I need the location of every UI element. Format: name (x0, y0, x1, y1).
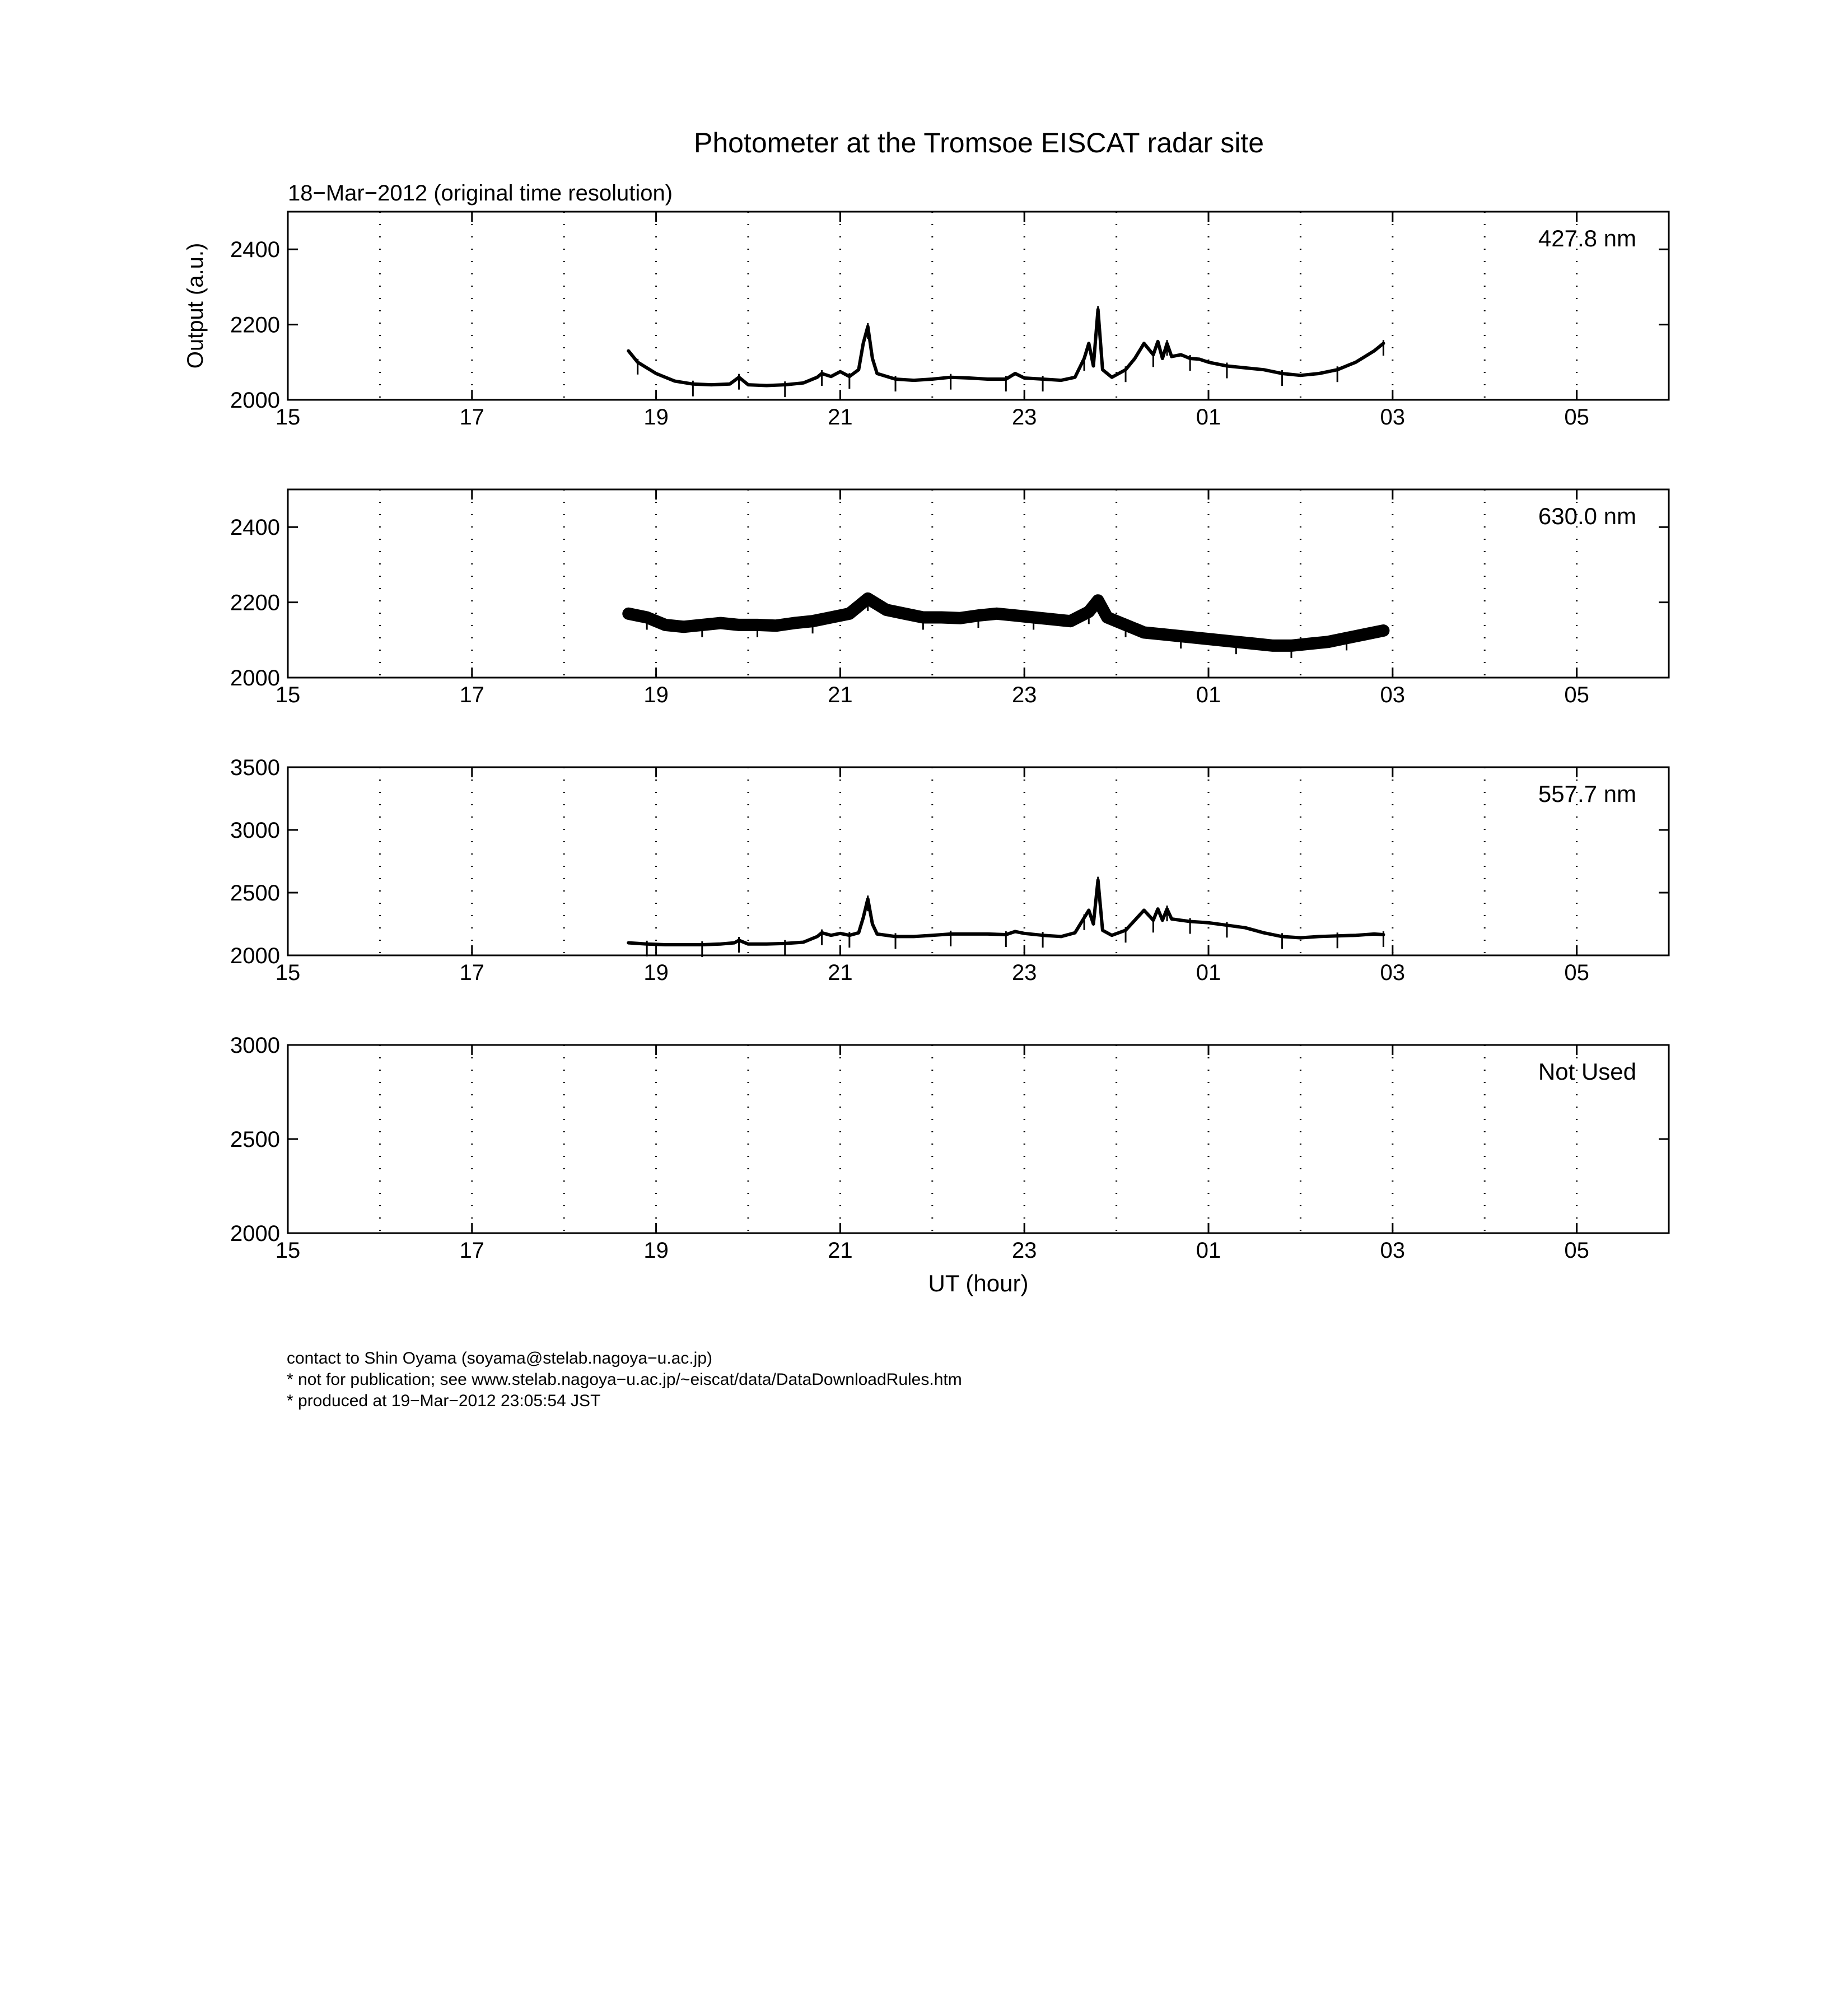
axes-box (288, 212, 1669, 400)
footer-contact: contact to Shin Oyama (soyama@stelab.nagoya−u.ac.jp) (287, 1349, 713, 1368)
panel-label: 630.0 nm (1538, 503, 1636, 529)
y-axis-label: Output (a.u.) (183, 242, 208, 369)
x-tick-label: 15 (275, 1238, 301, 1263)
y-tick-label: 2500 (230, 881, 280, 906)
y-tick-label: 2400 (230, 515, 280, 540)
x-tick-label: 01 (1196, 960, 1221, 985)
footer-produced: * produced at 19−Mar−2012 23:05:54 JST (287, 1392, 601, 1410)
x-tick-label: 01 (1196, 683, 1221, 707)
y-tick-label: 2000 (230, 1221, 280, 1246)
y-tick-label: 2500 (230, 1127, 280, 1152)
x-tick-label: 05 (1564, 683, 1589, 707)
figure-subtitle: 18−Mar−2012 (original time resolution) (288, 181, 673, 206)
x-tick-label: 23 (1011, 960, 1037, 985)
x-tick-label: 15 (275, 405, 301, 430)
x-tick-label: 15 (275, 960, 301, 985)
figure-title: Photometer at the Tromsoe EISCAT radar site (693, 127, 1264, 158)
axes-box (288, 1045, 1669, 1233)
y-tick-label: 3500 (230, 755, 280, 780)
x-axis-label: UT (hour) (928, 1270, 1029, 1296)
series-line (628, 310, 1383, 386)
x-tick-label: 03 (1380, 1238, 1406, 1263)
x-tick-label: 03 (1380, 960, 1406, 985)
x-tick-label: 21 (828, 1238, 853, 1263)
x-tick-label: 03 (1380, 683, 1406, 707)
y-tick-label: 2400 (230, 237, 280, 263)
x-tick-label: 17 (459, 1238, 485, 1263)
x-tick-label: 15 (275, 683, 301, 707)
x-tick-label: 21 (828, 405, 853, 430)
x-tick-label: 19 (643, 405, 669, 430)
x-tick-label: 21 (828, 960, 853, 985)
x-tick-label: 21 (828, 683, 853, 707)
panel-label: 427.8 nm (1538, 225, 1636, 251)
footer-rules: * not for publication; see www.stelab.nagoya−u.ac.jp/~eiscat/data/DataDownloadRules.htm (287, 1370, 962, 1389)
x-tick-label: 01 (1196, 405, 1221, 430)
panel-label: Not Used (1538, 1058, 1636, 1085)
panel-4 (230, 1033, 1669, 1296)
panels (183, 212, 1669, 1296)
x-tick-label: 03 (1380, 405, 1406, 430)
x-tick-label: 19 (643, 960, 669, 985)
panel-2 (230, 489, 1669, 707)
x-tick-label: 17 (459, 960, 485, 985)
y-tick-label: 2000 (230, 388, 280, 413)
axes-box (288, 489, 1669, 678)
x-tick-label: 23 (1011, 405, 1037, 430)
x-tick-label: 05 (1564, 960, 1589, 985)
axes-box (288, 767, 1669, 955)
series-line (628, 599, 1383, 646)
x-tick-label: 19 (643, 683, 669, 707)
y-tick-label: 3000 (230, 1033, 280, 1058)
panel-1 (183, 212, 1669, 430)
x-tick-label: 17 (459, 405, 485, 430)
x-tick-label: 19 (643, 1238, 669, 1263)
x-tick-label: 05 (1564, 405, 1589, 430)
x-tick-label: 17 (459, 683, 485, 707)
x-tick-label: 01 (1196, 1238, 1221, 1263)
y-tick-label: 2200 (230, 312, 280, 338)
y-tick-label: 2200 (230, 590, 280, 615)
panel-3 (230, 755, 1669, 985)
x-tick-label: 23 (1011, 683, 1037, 707)
y-tick-label: 3000 (230, 818, 280, 843)
panel-label: 557.7 nm (1538, 781, 1636, 807)
x-tick-label: 05 (1564, 1238, 1589, 1263)
y-tick-label: 2000 (230, 666, 280, 690)
y-tick-label: 2000 (230, 944, 280, 968)
x-tick-label: 23 (1011, 1238, 1037, 1263)
